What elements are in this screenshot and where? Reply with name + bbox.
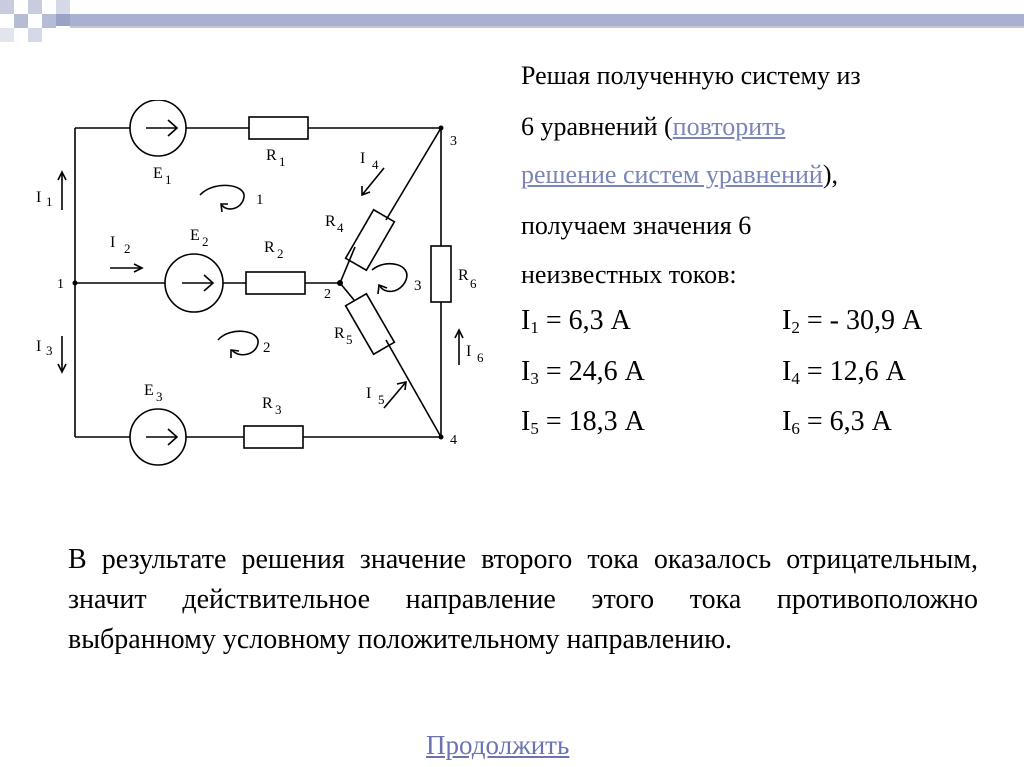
svg-text:I: I bbox=[110, 234, 116, 251]
text-line-1: Решая полученную систему из bbox=[521, 61, 861, 90]
text-line-4: получаем значения 6 bbox=[521, 211, 752, 240]
svg-text:2: 2 bbox=[124, 241, 131, 256]
svg-text:3: 3 bbox=[275, 402, 282, 417]
current-i6: $I_6 = 6,3$ А bbox=[782, 406, 892, 438]
svg-text:1: 1 bbox=[256, 192, 264, 208]
svg-text:R: R bbox=[458, 267, 469, 284]
svg-text:I: I bbox=[366, 385, 372, 402]
svg-text:3: 3 bbox=[46, 343, 53, 358]
svg-text:E: E bbox=[190, 227, 200, 244]
svg-text:6: 6 bbox=[477, 350, 484, 365]
svg-text:1: 1 bbox=[46, 194, 53, 209]
svg-text:4: 4 bbox=[337, 220, 344, 235]
svg-text:2: 2 bbox=[263, 340, 271, 356]
repeat-link-part1[interactable]: повторить bbox=[672, 112, 786, 141]
svg-text:6: 6 bbox=[470, 276, 477, 291]
svg-text:5: 5 bbox=[346, 332, 353, 347]
svg-text:E: E bbox=[144, 382, 154, 399]
text-line-2 bbox=[521, 111, 785, 143]
continue-link[interactable]: Продолжить bbox=[426, 730, 570, 760]
svg-text:R: R bbox=[264, 239, 275, 256]
circuit-diagram bbox=[0, 100, 510, 480]
svg-text:3: 3 bbox=[156, 389, 163, 404]
svg-text:2: 2 bbox=[202, 234, 209, 249]
current-i3: $I_3 = 24,6$ А bbox=[521, 356, 645, 388]
svg-text:2: 2 bbox=[324, 287, 331, 302]
svg-text:E: E bbox=[153, 165, 163, 182]
text-line-2-prefix: 6 уравнений ( bbox=[521, 112, 673, 141]
svg-text:I: I bbox=[466, 343, 472, 360]
header-decoration bbox=[0, 0, 1024, 60]
svg-text:I: I bbox=[360, 150, 366, 167]
svg-text:R: R bbox=[334, 325, 345, 342]
svg-text:4: 4 bbox=[372, 157, 379, 172]
conclusion-paragraph: В результате решения значение второго тока оказалось отрицательным, значит действительное направление этого тока противоположно выбранному условному положительному направлению. bbox=[68, 544, 978, 655]
svg-text:3: 3 bbox=[450, 134, 457, 149]
current-i1: $I_1 = 6,3$ А bbox=[521, 305, 631, 337]
svg-text:1: 1 bbox=[165, 172, 172, 187]
repeat-link-part2[interactable]: решение систем уравнений bbox=[521, 160, 823, 189]
svg-text:R: R bbox=[325, 213, 336, 230]
current-i5: $I_5 = 18,3$ А bbox=[521, 406, 645, 438]
text-line-5: неизвестных токов: bbox=[521, 260, 737, 289]
svg-text:2: 2 bbox=[277, 246, 284, 261]
current-i2: $I_2$ = - 30,9 А bbox=[782, 305, 923, 337]
svg-text:R: R bbox=[266, 147, 277, 164]
svg-text:4: 4 bbox=[450, 433, 457, 448]
svg-text:3: 3 bbox=[414, 278, 422, 294]
svg-text:I: I bbox=[36, 189, 42, 206]
text-line-3-suffix: ), bbox=[822, 160, 839, 189]
svg-text:1: 1 bbox=[279, 154, 286, 169]
text-line-3 bbox=[521, 159, 838, 191]
svg-text:1: 1 bbox=[57, 277, 64, 292]
svg-text:R: R bbox=[262, 395, 273, 412]
current-i4: $I_4 = 12,6$ А bbox=[782, 356, 906, 388]
svg-text:5: 5 bbox=[378, 392, 385, 407]
svg-text:I: I bbox=[36, 338, 42, 355]
